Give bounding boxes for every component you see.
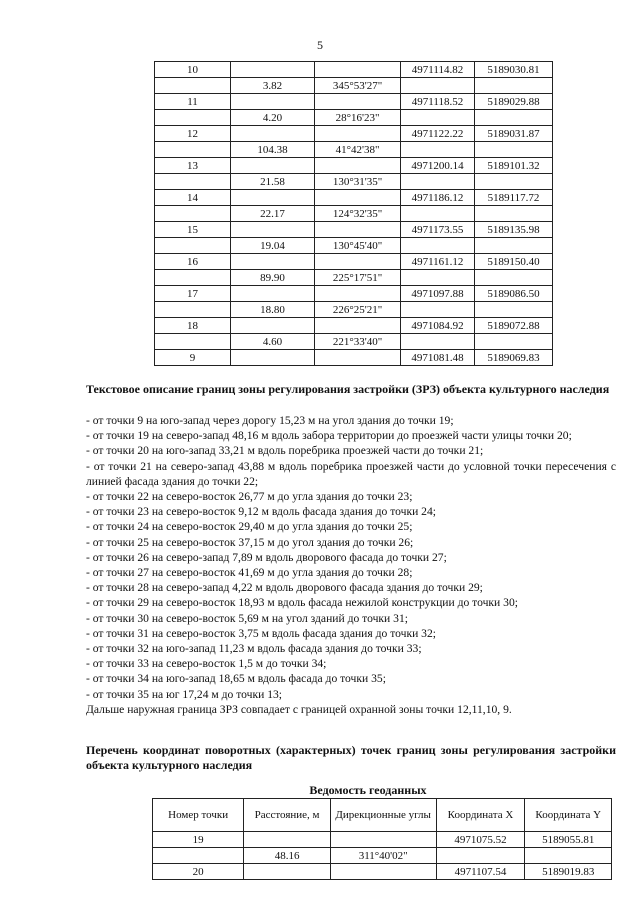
point-number [155,174,231,190]
direction-cell [315,318,401,334]
distance-cell: 104.38 [231,142,315,158]
point-row [153,864,612,880]
header-direction: Дирекционные углы [330,799,436,832]
point-number [155,142,231,158]
description-line: - от точки 34 на юго-запад 18,65 м вдоль фасада до точки 35; [86,672,386,686]
direction-cell [315,350,401,366]
point-row [155,222,553,238]
description-line: - от точки 27 на северо-восток 41,69 м до угла здания до точки 28; [86,566,413,580]
distance-cell [244,832,331,848]
direction-cell [315,222,401,238]
distance-cell [231,190,315,206]
direction-cell [315,286,401,302]
coord-y [475,270,553,286]
point-number: 11 [155,94,231,110]
point-row [155,350,553,366]
segment-row [155,270,553,286]
point-number [155,238,231,254]
coord-y: 5189055.81 [525,832,612,848]
point-row [153,832,612,848]
distance-cell: 89.90 [231,270,315,286]
point-row [155,94,553,110]
distance-cell [231,286,315,302]
point-number [155,78,231,94]
point-number [153,848,244,864]
distance-cell: 4.20 [231,110,315,126]
coord-x: 4971075.52 [436,832,525,848]
direction-cell [315,190,401,206]
description-line: - от точки 33 на северо-восток 1,5 м до точки 34; [86,657,327,671]
segment-row [155,174,553,190]
coord-y [475,174,553,190]
coord-x [401,238,475,254]
coord-x [401,302,475,318]
coord-y: 5189069.83 [475,350,553,366]
point-number: 14 [155,190,231,206]
distance-cell: 48.16 [244,848,331,864]
segment-row [153,848,612,864]
description-line: - от точки 22 на северо-восток 26,77 м до угла здания до точки 23; [86,490,413,504]
point-number [155,270,231,286]
point-row [155,158,553,174]
point-number: 16 [155,254,231,270]
coord-x: 4971186.12 [401,190,475,206]
coord-y: 5189072.88 [475,318,553,334]
direction-cell: 225°17'51" [315,270,401,286]
distance-cell [244,864,331,880]
direction-cell [330,864,436,880]
distance-cell: 3.82 [231,78,315,94]
segment-row [155,110,553,126]
direction-cell [330,832,436,848]
direction-cell: 226°25'21" [315,302,401,318]
point-number: 9 [155,350,231,366]
description-conclusion: Дальше наружная граница ЗРЗ совпадает с границей охранной зоны точки 12,11,10, 9. [86,702,512,716]
coord-x [436,848,525,864]
page-number: 5 [317,38,323,52]
distance-cell [231,94,315,110]
coord-y [475,238,553,254]
description-line: - от точки 30 на северо-восток 5,69 м на угол зданий до точки 31; [86,611,408,625]
distance-cell [231,126,315,142]
coord-y [525,848,612,864]
zrz-description [86,413,616,717]
coord-y [475,206,553,222]
header-point-number: Номер точки [153,799,244,832]
point-number: 13 [155,158,231,174]
coord-y: 5189135.98 [475,222,553,238]
coord-y: 5189117.72 [475,190,553,206]
coord-x: 4971107.54 [436,864,525,880]
direction-cell: 41°42'38" [315,142,401,158]
coord-x [401,206,475,222]
coord-x [401,142,475,158]
direction-cell: 130°45'40" [315,238,401,254]
coord-x: 4971081.48 [401,350,475,366]
direction-cell: 28°16'23" [315,110,401,126]
coord-y [475,110,553,126]
distance-cell [231,350,315,366]
description-line: - от точки 20 на юго-запад 33,21 м вдоль поребрика проезжей части до точки 21; [86,444,484,458]
coord-x [401,174,475,190]
distance-cell: 19.04 [231,238,315,254]
header-coord-y: Координата Y [525,799,612,832]
coord-x: 4971161.12 [401,254,475,270]
coord-x: 4971097.88 [401,286,475,302]
direction-cell [315,158,401,174]
coord-x [401,110,475,126]
direction-cell [315,94,401,110]
distance-cell [231,222,315,238]
direction-cell: 311°40'02" [330,848,436,864]
coord-y [475,142,553,158]
point-number: 15 [155,222,231,238]
direction-cell: 221°33'40" [315,334,401,350]
distance-cell [231,254,315,270]
point-number [155,334,231,350]
segment-row [155,334,553,350]
coord-y: 5189029.88 [475,94,553,110]
coord-x: 4971122.22 [401,126,475,142]
description-line: - от точки 23 на северо-восток 9,12 м вдоль фасада здания до точки 24; [86,505,436,519]
point-row [155,318,553,334]
segment-row [155,238,553,254]
segment-row [155,78,553,94]
table-caption: Ведомость геоданных [309,783,427,797]
description-line: - от точки 25 на северо-восток 37,15 м до угол здания до точки 26; [86,535,414,549]
description-line: - от точки 19 на северо-запад 48,16 м вдоль забора территории до проезжей части улицы точки 20; [86,429,572,443]
description-line: - от точки 32 на юго-запад 11,23 м вдоль фасада здания до точки 33; [86,642,422,656]
point-row [155,286,553,302]
point-number [155,302,231,318]
description-line: - от точки 31 на северо-восток 3,75 м вдоль фасада здания до точки 32; [86,626,436,640]
point-number: 18 [155,318,231,334]
distance-cell: 4.60 [231,334,315,350]
coord-x: 4971200.14 [401,158,475,174]
segment-row [155,142,553,158]
point-number: 12 [155,126,231,142]
point-number: 20 [153,864,244,880]
coord-y: 5189101.32 [475,158,553,174]
header-coord-x: Координата X [436,799,525,832]
description-line: - от точки 24 на северо-восток 29,40 м до угла здания до точки 25; [86,520,413,534]
geodata-table [152,798,612,880]
point-number [155,206,231,222]
description-line: - от точки 21 на северо-запад 43,88 м вдоль поребрика проезжей части до условной точки пересечения с линией фасада здания до точки 22; [86,459,616,488]
segment-row [155,206,553,222]
distance-cell [231,62,315,78]
point-number: 10 [155,62,231,78]
description-line: - от точки 28 на северо-запад 4,22 м вдоль дворового фасада здания до точки 29; [86,581,483,595]
description-line: - от точки 35 на юг 17,24 м до точки 13; [86,687,283,701]
coord-y [475,334,553,350]
point-number: 19 [153,832,244,848]
zrz-description-title: Текстовое описание границ зоны регулирования застройки (ЗРЗ) объекта культурного наследия [86,382,610,396]
direction-cell: 345°53'27" [315,78,401,94]
table-header-row [153,799,612,832]
direction-cell: 130°31'35" [315,174,401,190]
coord-x: 4971118.52 [401,94,475,110]
segment-row [155,302,553,318]
header-distance: Расстояние, м [244,799,331,832]
coord-y: 5189031.87 [475,126,553,142]
point-number: 17 [155,286,231,302]
point-row [155,190,553,206]
coord-x: 4971084.92 [401,318,475,334]
point-row [155,126,553,142]
direction-cell [315,254,401,270]
coord-y [475,302,553,318]
distance-cell [231,158,315,174]
coord-y [475,78,553,94]
point-row [155,254,553,270]
coord-x: 4971114.82 [401,62,475,78]
geodata-table-continued [154,61,553,366]
distance-cell: 18.80 [231,302,315,318]
point-number [155,110,231,126]
coord-x: 4971173.55 [401,222,475,238]
direction-cell [315,62,401,78]
point-row [155,62,553,78]
distance-cell: 21.58 [231,174,315,190]
coord-x [401,334,475,350]
coord-y: 5189019.83 [525,864,612,880]
distance-cell: 22.17 [231,206,315,222]
description-line: - от точки 29 на северо-восток 18,93 м вдоль фасада нежилой конструкции до точки 30; [86,596,518,610]
distance-cell [231,318,315,334]
coord-y: 5189150.40 [475,254,553,270]
description-line: - от точки 9 на юго-запад через дорогу 15,23 м на угол здания до точки 19; [86,414,454,427]
direction-cell: 124°32'35" [315,206,401,222]
direction-cell [315,126,401,142]
coord-x [401,78,475,94]
coord-y: 5189086.50 [475,286,553,302]
coordinates-list-title: Перечень координат поворотных (характерных) точек границ зоны регулирования застройки объекта культурного наследия [86,743,616,772]
coord-x [401,270,475,286]
coord-y: 5189030.81 [475,62,553,78]
description-line: - от точки 26 на северо-запад 7,89 м вдоль дворового фасада до точки 27; [86,550,447,564]
